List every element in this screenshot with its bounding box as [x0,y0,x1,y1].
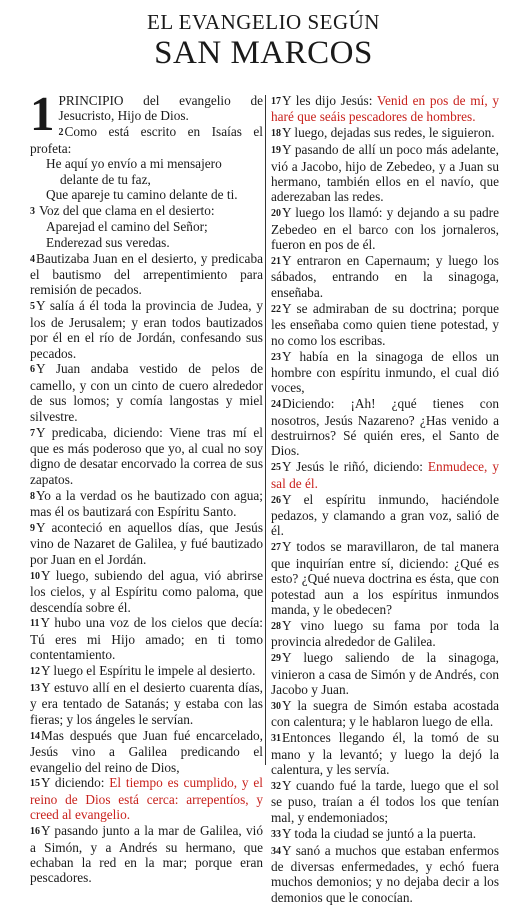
verse-number: 19 [271,145,281,157]
verse-number: 11 [30,618,40,630]
verse-text: Y la suegra de Simón estaba acostada con calentura; y le hablaron luego de ella. [271,697,499,730]
verse-34 [271,843,499,906]
verse-number: 2 [58,127,64,139]
verse-23 [271,349,499,396]
verse-24 [271,396,499,459]
verse-text: PRINCIPIO del evangelio de Jesucristo, Hijo de Dios. [58,93,263,124]
verse-number: 30 [271,700,281,712]
verse-text: Yo a la verdad os he bautizado con agua; mas él os bautizará con Espíritu Santo. [30,487,263,520]
verse-number: 16 [30,826,40,838]
verse-number: 17 [271,96,281,107]
verse-11 [30,615,263,662]
verse-text: Y estuvo allí en el desierto cuarenta días, y era tentado de Satanás; y estaba con las fieras; y los ángeles le servían. [30,680,263,727]
verse-number: 3 [30,205,35,217]
verse-33 [271,826,499,842]
verse-text: Y entraron en Capernaum; y luego los sábados, entrando en la sinagoga, enseñaba. [271,253,499,300]
verse-number: 14 [30,730,40,742]
verse-text: Y pasando de allí un poco más adelante, vió a Jacobo, hijo de Zebedeo, y a Juan su hermano, también ellos en el navío, que aderezaban las redes. [271,142,499,205]
verse-number: 33 [271,828,281,840]
verse-25 [271,459,499,491]
verse-text: Y pasando junto a la mar de Galilea, vió a Simón, y a Andrés su hermano, que echaban la red en la mar; porque eran pescadores. [30,823,263,886]
book-title-big: SAN MARCOS [154,35,373,71]
verse-text: Y predicaba, diciendo: Viene tras mí el que es más poderoso que yo, al cual no soy digno de desatar encorvado la correa de sus zapatos. [30,424,263,487]
verse-text: Y se admiraban de su doctrina; porque les enseñaba como quien tiene potestad, y no como los escribas. [271,300,499,348]
verse-text: Y luego los llamó: y dejando a su padre Zebedeo en el barco con los jornaleros, fueron en pos de él. [271,205,499,253]
verse-number: 25 [271,462,281,474]
verse-22 [271,301,499,348]
verse-text: Y había en la sinagoga de ellos un hombre con espíritu inmundo, el cual dió voces, [271,348,499,396]
verse-6 [30,361,263,424]
verse-9 [30,520,263,567]
verse-text: Y toda la ciudad se juntó a la puerta. [282,825,477,841]
verse-number: 32 [271,780,281,792]
quote-line: Que apareje tu camino delante de ti. [46,186,238,202]
verse-number: 20 [271,208,281,220]
verse-20 [271,205,499,252]
verse-number: 8 [30,490,35,502]
verse-12 [30,663,263,679]
quote-line: Enderezad sus veredas. [46,234,170,250]
verse-number: 23 [271,351,281,363]
verse-number: 7 [30,427,35,439]
verse-7 [30,425,263,488]
verse-text: Y luego, dejadas sus redes, le siguieron. [282,125,495,141]
verse-2 [30,124,263,202]
verse-text: Y vino luego su fama por toda la provincia alrededor de Galilea. [271,617,499,650]
verse-5 [30,298,263,361]
verse-26 [271,492,499,539]
verse-13 [30,680,263,727]
verse-number: 12 [30,666,40,678]
verse-text: Y Jesús le riñó, diciendo: [282,459,428,475]
verse-30 [271,698,499,730]
verse-18 [271,125,499,141]
verse-number: 22 [271,303,281,315]
quote-line: Aparejad el camino del Señor; [46,219,208,235]
verse-4 [30,251,263,298]
quote-line: He aquí yo envío a mi mensajero [46,156,222,172]
column-divider [265,95,266,765]
verse-number: 4 [30,253,35,265]
right-column [271,93,499,906]
words-of-jesus: Enmudece, y sal de él. [271,459,499,491]
verse-number: 10 [30,570,40,582]
verse-text: Y hubo una voz de los cielos que decía: Tú eres mi Hijo amado; en ti tomo contentamiento. [30,615,263,663]
verse-text: Entonces llegando él, la tomó de su mano y la levantó; y luego la dejó la calentura, y les servía. [271,730,499,778]
verse-number: 29 [271,653,281,665]
verse-text: Diciendo: ¡Ah! ¿qué tienes con nosotros, Jesús Nazareno? ¿Has venido a destruirnos? Sé quién eres, el Santo de Dios. [271,396,499,459]
verse-31 [271,730,499,777]
verse-text: Y sanó a muchos que estaban enfermos de diversas enfermedades, y echó fuera muchos demonios; y no dejaba decir a los demonios que le conocían. [271,842,499,905]
quote-line: delante de tu faz, [60,171,151,187]
verse-number: 24 [271,399,281,411]
verse-29 [271,650,499,697]
verse-text: Y el espíritu inmundo, haciéndole pedazos, y clamando a gran voz, salió de él. [271,491,499,539]
chapter-drop-cap: 1 [30,86,55,141]
quotation [30,219,263,250]
verse-text: Como está escrito en Isaías el profeta: [30,124,263,156]
page-header [0,10,527,72]
verse-27 [271,539,499,617]
verse-15 [30,775,263,822]
verse-text: Y luego el Espíritu le impele al desierto. [41,663,256,679]
verse-number: 31 [271,733,281,745]
verse-text: Y luego, subiendo del agua, vió abrirse los cielos, y al Espíritu como paloma, que descendía sobre él. [30,567,263,615]
verse-text: Y les dijo Jesús: [282,93,377,108]
words-of-jesus: El tiempo es cumplido, y el reino de Dios está cerca: arrepentíos, y creed al evangelio. [30,775,263,823]
verse-17 [271,93,499,125]
verse-19 [271,142,499,205]
verse-14 [30,728,263,775]
verse-text: Voz del que clama en el desierto: [39,202,215,218]
quotation [30,156,263,202]
verse-text: Y aconteció en aquellos días, que Jesús vino de Nazaret de Galilea, y fué bautizado por Juan en el Jordán. [30,519,263,567]
verse-21 [271,253,499,300]
verse-8 [30,488,263,520]
book-title-small: EL EVANGELIO SEGÚN [147,10,380,34]
verse-text: Y diciendo: [41,775,110,791]
verse-number: 18 [271,128,281,140]
verse-text: Bautizaba Juan en el desierto, y predicaba el bautismo del arrepentimiento para remisión de pecados. [30,250,263,298]
verse-16 [30,823,263,886]
verse-number: 28 [271,620,281,632]
verse-number: 21 [271,256,281,268]
verse-number: 5 [30,301,35,313]
verse-text: Mas después que Juan fué encarcelado, Jesús vino a Galilea predicando el evangelio del reino de Dios, [30,727,263,775]
verse-number: 13 [30,683,40,695]
verse-number: 6 [30,364,35,376]
verse-number: 9 [30,522,35,534]
words-of-jesus: Venid en pos de mí, y haré que seáis pescadores de hombres. [271,93,499,125]
verse-3 [30,203,263,250]
verse-number: 15 [30,778,40,790]
verse-number: 26 [271,494,281,506]
verse-text: Y luego saliendo de la sinagoga, vinieron a casa de Simón y de Andrés, con Jacobo y Juan. [271,650,499,698]
left-column [30,86,263,886]
verse-32 [271,778,499,825]
verse-28 [271,618,499,650]
verse-text: Y salía á él toda la provincia de Judea, y los de Jerusalem; y eran todos bautizados por él en el río de Jordán, confesando sus pecados. [30,298,263,361]
verse-number: 34 [271,845,281,857]
verse-10 [30,568,263,615]
verse-number: 27 [271,542,281,554]
verse-text: Y todos se maravillaron, de tal manera que inquirían entre sí, diciendo: ¿Qué es esto? ¿Qué nueva doctrina es ésta, que con potestad aun a los espíritus inmundos manda, y le obedecen? [271,539,499,617]
verse-text: Y Juan andaba vestido de pelos de camello, y con un cinto de cuero alrededor de sus lomos; y comía langostas y miel silvestre. [30,361,263,424]
verse-text: Y cuando fué la tarde, luego que el sol se puso, traían a él todos los que tenían mal, y endemoniados; [271,777,499,825]
